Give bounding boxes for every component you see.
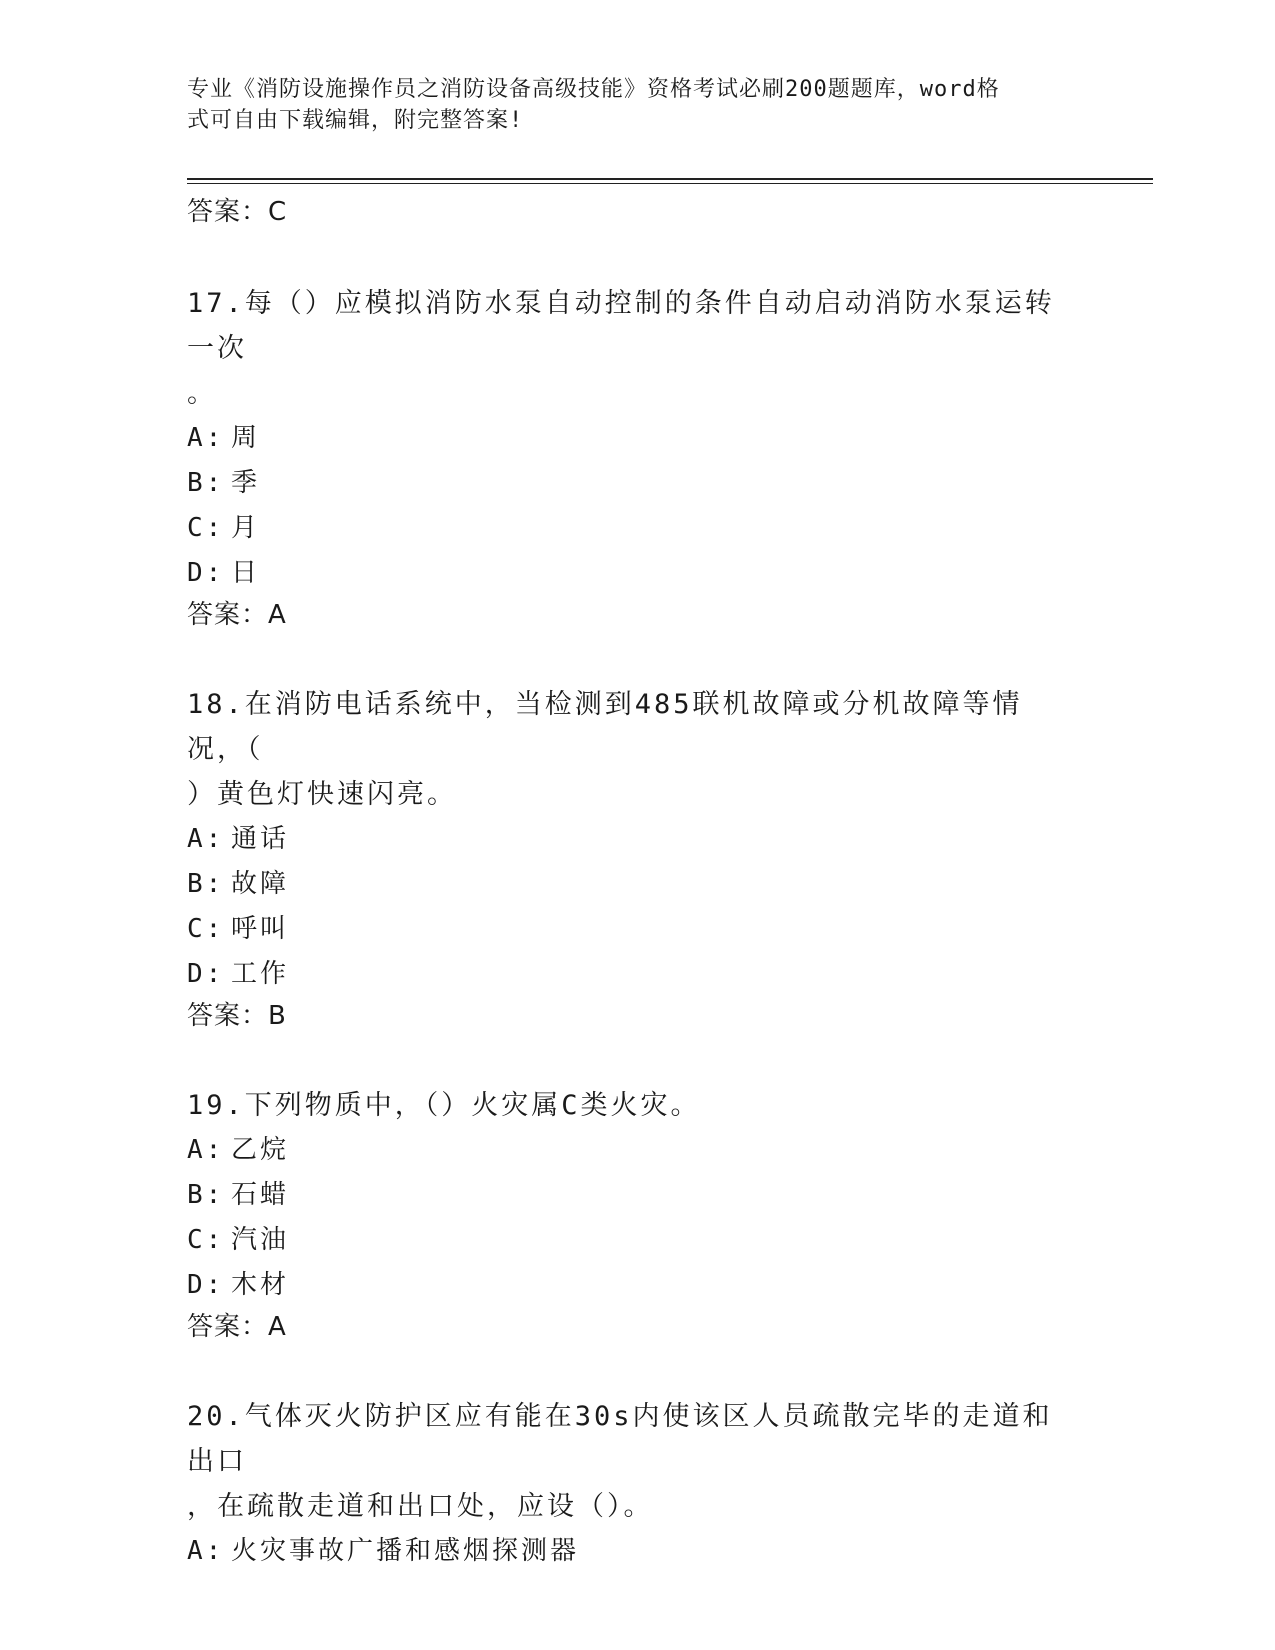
question-text-line: ，在疏散走道和出口处，应设（）。 <box>187 1491 654 1522</box>
option-letter: C: <box>187 513 225 543</box>
question-text-line: 18.在消防电话系统中，当检测到485联机故障或分机故障等情况，（ <box>187 689 1023 765</box>
question-text-line: 20.气体灭火防护区应有能在30s内使该区人员疏散完毕的走道和出口 <box>187 1401 1053 1477</box>
question-text <box>187 281 1077 416</box>
option-b <box>187 862 1087 907</box>
answer-label: 答案：C <box>187 197 288 227</box>
answer-label: 答案：A <box>187 600 287 630</box>
header-line-2: 式可自由下载编辑，附完整答案! <box>187 108 524 133</box>
question-text-line: 。 <box>187 378 217 409</box>
option-text: 乙烷 <box>231 1135 290 1165</box>
option-b <box>187 461 1087 506</box>
option-d <box>187 551 1087 596</box>
option-letter: A: <box>187 824 225 854</box>
option-letter: C: <box>187 1225 225 1255</box>
question-20 <box>187 1394 1087 1574</box>
header-divider-thick <box>187 178 1153 180</box>
option-text: 石蜡 <box>231 1180 290 1210</box>
option-c <box>187 506 1087 551</box>
question-text <box>187 682 1077 817</box>
document-body <box>187 193 1087 1574</box>
option-letter: D: <box>187 959 225 989</box>
option-c <box>187 907 1087 952</box>
option-letter: A: <box>187 1135 225 1165</box>
question-text <box>187 1394 1077 1529</box>
option-b <box>187 1173 1087 1218</box>
question-text-line: ）黄色灯快速闪亮。 <box>187 779 457 810</box>
option-letter: D: <box>187 1270 225 1300</box>
option-letter: B: <box>187 869 225 899</box>
option-d <box>187 1263 1087 1308</box>
option-letter: A: <box>187 423 225 453</box>
question-17 <box>187 281 1087 634</box>
option-text: 工作 <box>231 959 290 989</box>
option-letter: C: <box>187 914 225 944</box>
option-a <box>187 1529 1087 1574</box>
option-text: 通话 <box>231 824 290 854</box>
question-18 <box>187 682 1087 1035</box>
answer-label: 答案：B <box>187 1001 287 1031</box>
question-text <box>187 1083 1077 1128</box>
option-c <box>187 1218 1087 1263</box>
question-19 <box>187 1083 1087 1346</box>
document-header <box>187 74 1067 136</box>
option-a <box>187 817 1087 862</box>
option-a <box>187 1128 1087 1173</box>
option-a <box>187 416 1087 461</box>
option-letter: D: <box>187 558 225 588</box>
question-text-line: 17.每（）应模拟消防水泵自动控制的条件自动启动消防水泵运转一次 <box>187 288 1055 364</box>
option-text: 周 <box>231 423 261 453</box>
option-letter: B: <box>187 468 225 498</box>
question-text-line: 19.下列物质中，（）火灾属C类火灾。 <box>187 1090 701 1121</box>
option-text: 火灾事故广播和感烟探测器 <box>231 1536 580 1566</box>
option-text: 呼叫 <box>231 914 290 944</box>
option-d <box>187 952 1087 997</box>
option-letter: B: <box>187 1180 225 1210</box>
option-text: 故障 <box>231 869 290 899</box>
answer-label: 答案：A <box>187 1312 287 1342</box>
option-text: 月 <box>231 513 261 543</box>
header-line-1: 专业《消防设施操作员之消防设备高级技能》资格考试必刷200题题库，word格 <box>187 77 1000 102</box>
option-letter: A: <box>187 1536 225 1566</box>
header-divider-thin <box>187 183 1153 184</box>
option-text: 季 <box>231 468 261 498</box>
option-text: 汽油 <box>231 1225 290 1255</box>
option-text: 日 <box>231 558 261 588</box>
option-text: 木材 <box>231 1270 290 1300</box>
